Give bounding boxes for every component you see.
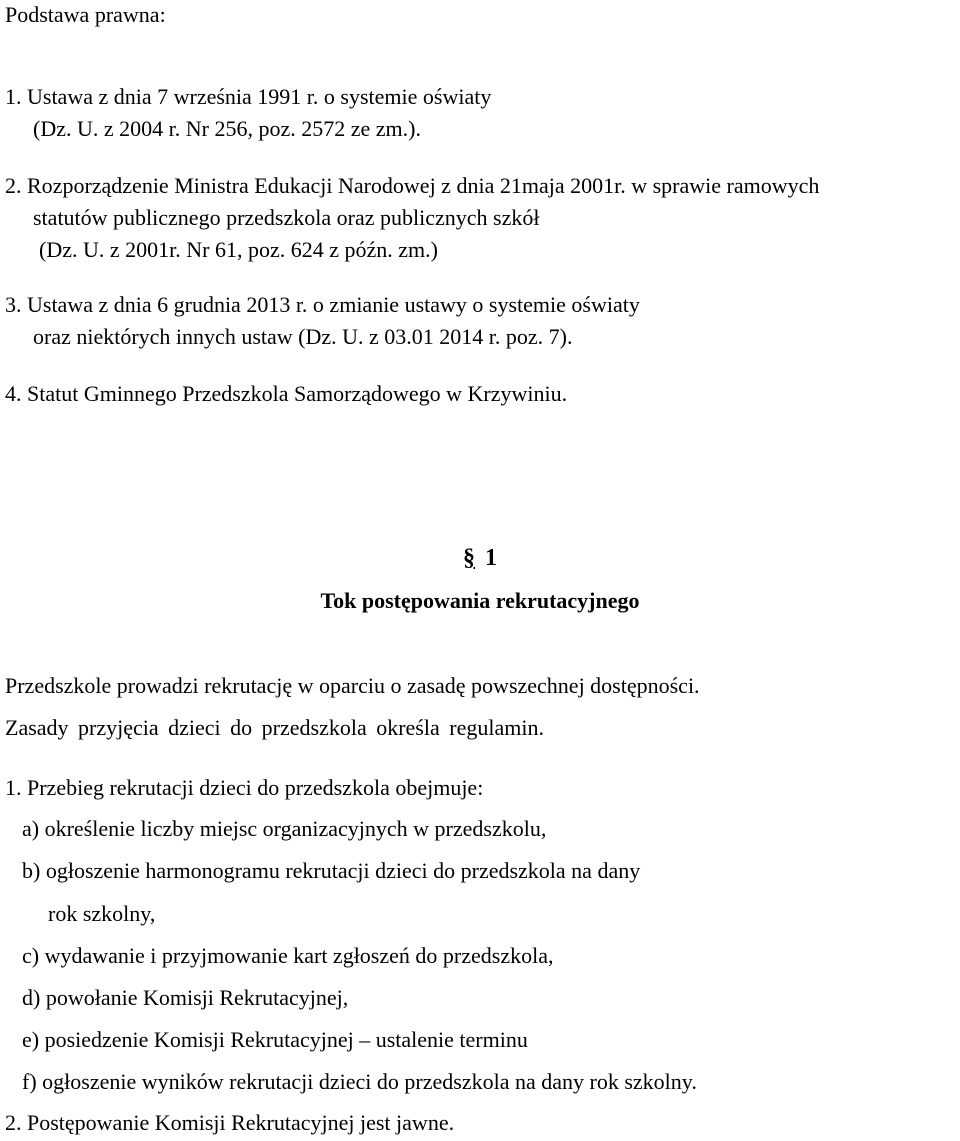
point-1-item-b-continued: rok szkolny, bbox=[48, 901, 156, 926]
point-2-label: 2. Postępowanie Komisji Rekrutacyjnej jest jawne. bbox=[5, 1110, 455, 1135]
legal-basis-heading: Podstawa prawna: bbox=[5, 2, 166, 27]
legal-basis-item-3-line-1: 3. Ustawa z dnia 6 grudnia 2013 r. o zmianie ustawy o systemie oświaty bbox=[5, 292, 640, 317]
legal-basis-item-1-line-1: 1. Ustawa z dnia 7 września 1991 r. o systemie oświaty bbox=[5, 84, 492, 109]
section-symbol: § bbox=[463, 545, 475, 571]
point-1-item-d: d) powołanie Komisji Rekrutacyjnej, bbox=[22, 985, 349, 1010]
section-number: 1 bbox=[485, 545, 497, 571]
section-title: Tok postępowania rekrutacyjnego bbox=[320, 588, 640, 613]
intro-line-1: Przedszkole prowadzi rekrutację w oparciu o zasadę powszechnej dostępności. bbox=[5, 673, 700, 698]
point-1-item-b: b) ogłoszenie harmonogramu rekrutacji dzieci do przedszkola na dany bbox=[22, 858, 641, 883]
section-mark bbox=[0, 544, 960, 573]
legal-basis-item-1-line-2: (Dz. U. z 2004 r. Nr 256, poz. 2572 ze zm.). bbox=[33, 116, 421, 141]
legal-basis-item-2-line-1: 2. Rozporządzenie Ministra Edukacji Narodowej z dnia 21maja 2001r. w sprawie ramowych bbox=[5, 173, 820, 198]
point-1-item-f: f) ogłoszenie wyników rekrutacji dzieci do przedszkola na dany rok szkolny. bbox=[22, 1069, 697, 1094]
point-1-item-e: e) posiedzenie Komisji Rekrutacyjnej – ustalenie terminu bbox=[22, 1027, 528, 1052]
point-1-label: 1. Przebieg rekrutacji dzieci do przedszkola obejmuje: bbox=[5, 775, 484, 800]
legal-basis-item-4: 4. Statut Gminnego Przedszkola Samorządowego w Krzywiniu. bbox=[5, 381, 568, 406]
intro-line-2: Zasady przyjęcia dzieci do przedszkola określa regulamin. bbox=[5, 715, 544, 740]
legal-basis-item-2-line-2: statutów publicznego przedszkola oraz publicznych szkół bbox=[33, 205, 540, 230]
legal-basis-item-2-line-3: (Dz. U. z 2001r. Nr 61, poz. 624 z późn. zm.) bbox=[39, 237, 438, 262]
legal-basis-item-3-line-2: oraz niektórych innych ustaw (Dz. U. z 03.01 2014 r. poz. 7). bbox=[33, 324, 573, 349]
point-1-item-c: c) wydawanie i przyjmowanie kart zgłoszeń do przedszkola, bbox=[22, 943, 554, 968]
point-1-item-a: a) określenie liczby miejsc organizacyjnych w przedszkolu, bbox=[22, 816, 547, 841]
